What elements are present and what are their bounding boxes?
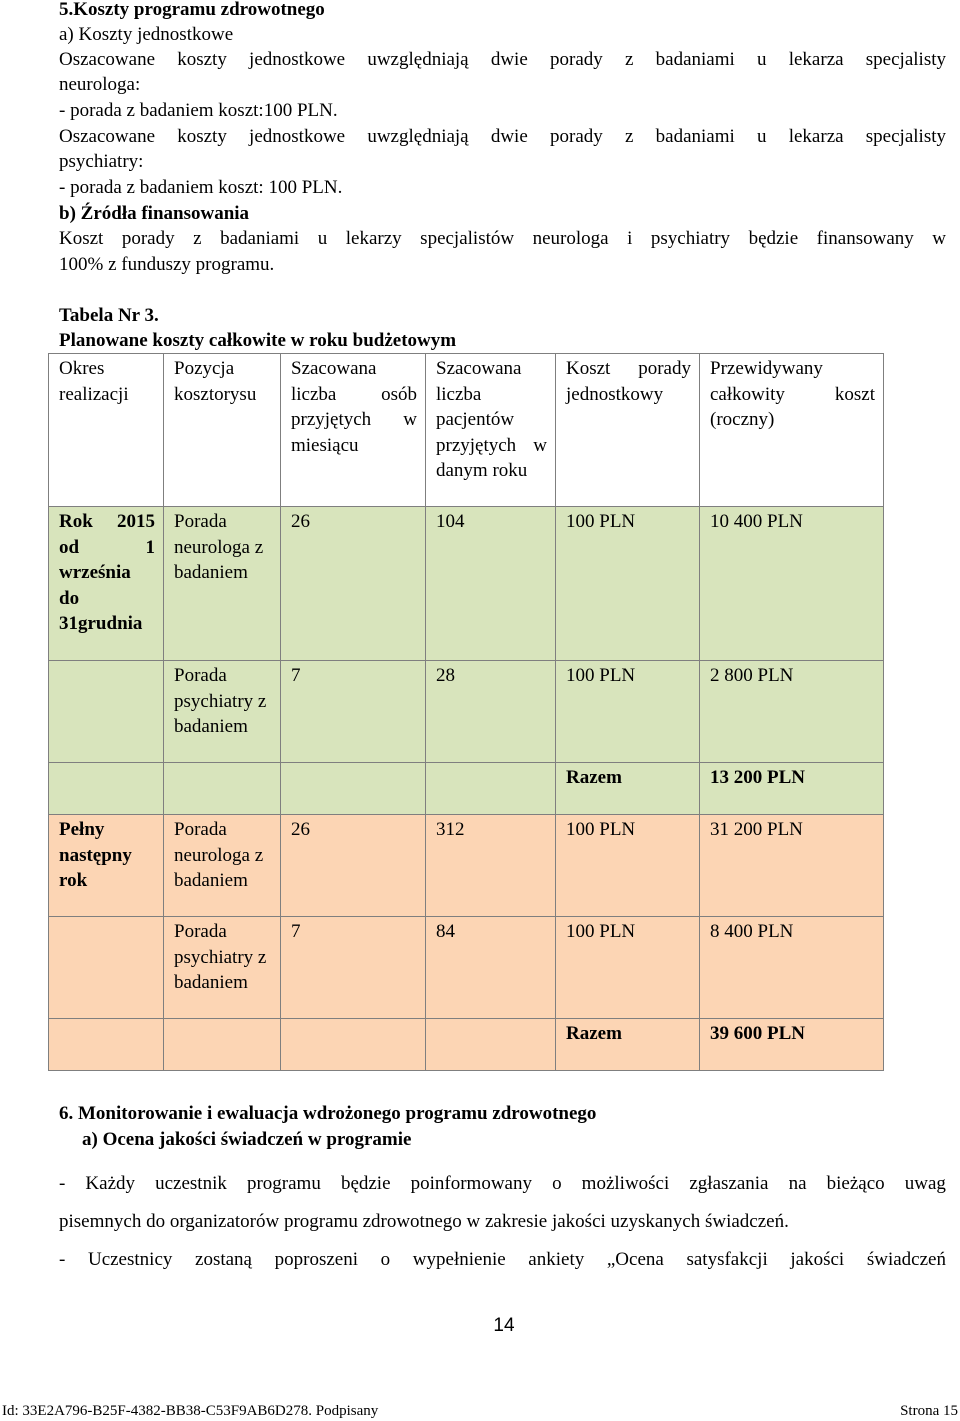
empty-cell [164,763,281,815]
subheading-quality-assessment: a) Ocena jakości świadczeń w programie [82,1129,412,1150]
row-unit-cost: 100 PLN [556,507,700,661]
row-unit-cost: 100 PLN [556,815,700,917]
header-yearly-patients: Szacowana liczba pacjentów przyjętych w danym roku [426,354,556,507]
empty-cell [49,763,164,815]
section-5-heading: 5.Koszty programu zdrowotnego [59,0,325,20]
row-monthly: 26 [281,507,426,661]
neurologist-cost-item: - porada z badaniem koszt:100 PLN. [59,100,338,121]
empty-cell [281,763,426,815]
subheading-funding-sources: b) Źródła finansowania [59,203,250,224]
sum-total: 39 600 PLN [700,1019,884,1071]
row-total: 2 800 PLN [700,661,884,763]
header-cost-item: Pozycja kosztorysu [164,354,281,507]
cost-table [48,353,884,1071]
bullet-1-line-2: pisemnych do organizatorów programu zdrowotnego w zakresie jakości uzyskanych świadczeń. [59,1211,789,1232]
row-yearly: 312 [426,815,556,917]
row-total: 8 400 PLN [700,917,884,1019]
empty-cell [426,1019,556,1071]
word: - [59,1173,66,1194]
empty-cell [49,661,164,763]
table-row [49,661,884,763]
word: programu [246,1173,321,1194]
empty-cell [164,1019,281,1071]
word: o [552,1173,562,1194]
row-item: Porada psychiatry z badaniem [164,661,281,763]
word: wypełnienie [412,1249,506,1270]
row-yearly: 84 [426,917,556,1019]
word: zgłaszania [689,1173,769,1194]
table-sum-row [49,763,884,815]
period-full-year: Pełny następny rok [49,815,164,917]
unit-costs-paragraph-1-end: neurologa: [59,74,141,95]
word: satysfakcji [686,1249,768,1270]
word: ankiety [528,1249,585,1270]
word: o [380,1249,391,1270]
word: na [788,1173,807,1194]
table-row [49,507,884,661]
row-monthly: 26 [281,815,426,917]
row-unit-cost: 100 PLN [556,917,700,1019]
empty-cell [49,1019,164,1071]
unit-costs-paragraph-2-end: psychiatry: [59,151,144,172]
row-total: 10 400 PLN [700,507,884,661]
header-unit-cost: Koszt porady jednostkowy [556,354,700,507]
psychiatrist-cost-item: - porada z badaniem koszt: 100 PLN. [59,177,343,198]
word: zostaną [195,1249,252,1270]
row-item: Porada psychiatry z badaniem [164,917,281,1019]
row-monthly: 7 [281,661,426,763]
funding-paragraph: Koszt porady z badaniami u lekarzy specjalistów neurologa i psychiatry będzie finansowany w [59,228,946,249]
table-header-row [49,354,884,507]
footer-document-id: Id: 33E2A796-B25F-4382-BB38-C53F9AB6D278. Podpisany [2,1403,379,1419]
row-unit-cost: 100 PLN [556,661,700,763]
footer-page-label: Strona 15 [900,1403,958,1419]
table-row [49,815,884,917]
word: możliwości [581,1173,670,1194]
word: bieżąco [826,1173,885,1194]
word: Uczestnicy [87,1249,173,1270]
header-total-cost: Przewidywany całkowity koszt (roczny) [700,354,884,507]
unit-costs-paragraph-1: Oszacowane koszty jednostkowe uwzględniają dwie porady z badaniami u lekarza specjalisty [59,49,946,70]
row-item: Porada neurologa z badaniem [164,507,281,661]
header-period: Okres realizacji [49,354,164,507]
page-number: 14 [493,1315,515,1336]
subheading-unit-costs: a) Koszty jednostkowe [59,24,234,45]
word: poinformowany [410,1173,532,1194]
sum-label: Razem [556,1019,700,1071]
table-row [49,917,884,1019]
row-yearly: 28 [426,661,556,763]
row-item: Porada neurologa z badaniem [164,815,281,917]
bullet-1-line-1 [59,1171,946,1196]
word: będzie [340,1173,391,1194]
table-label: Tabela Nr 3. [59,305,159,326]
word: świadczeń [866,1249,946,1270]
word: - [59,1249,66,1270]
table-caption: Planowane koszty całkowite w roku budżetowym [59,330,457,351]
word: Każdy [85,1173,136,1194]
sum-label: Razem [556,763,700,815]
empty-cell [426,763,556,815]
word: uwag [904,1173,946,1194]
header-monthly-patients: Szacowana liczba osób przyjętych w miesiącu [281,354,426,507]
funding-paragraph-end: 100% z funduszy programu. [59,254,275,275]
unit-costs-paragraph-2: Oszacowane koszty jednostkowe uwzględniają dwie porady z badaniami u lekarza specjalisty [59,126,946,147]
period-2015: Rok 2015 od 1 września do 31grudnia [49,507,164,661]
section-6-heading: 6. Monitorowanie i ewaluacja wdrożonego programu zdrowotnego [59,1103,597,1124]
table-sum-row [49,1019,884,1071]
word: „Ocena [606,1249,664,1270]
row-monthly: 7 [281,917,426,1019]
sum-total: 13 200 PLN [700,763,884,815]
bullet-2-line-1 [59,1247,946,1272]
row-yearly: 104 [426,507,556,661]
word: poproszeni [274,1249,359,1270]
word: jakości [790,1249,845,1270]
empty-cell [49,917,164,1019]
empty-cell [281,1019,426,1071]
row-total: 31 200 PLN [700,815,884,917]
word: uczestnik [155,1173,227,1194]
